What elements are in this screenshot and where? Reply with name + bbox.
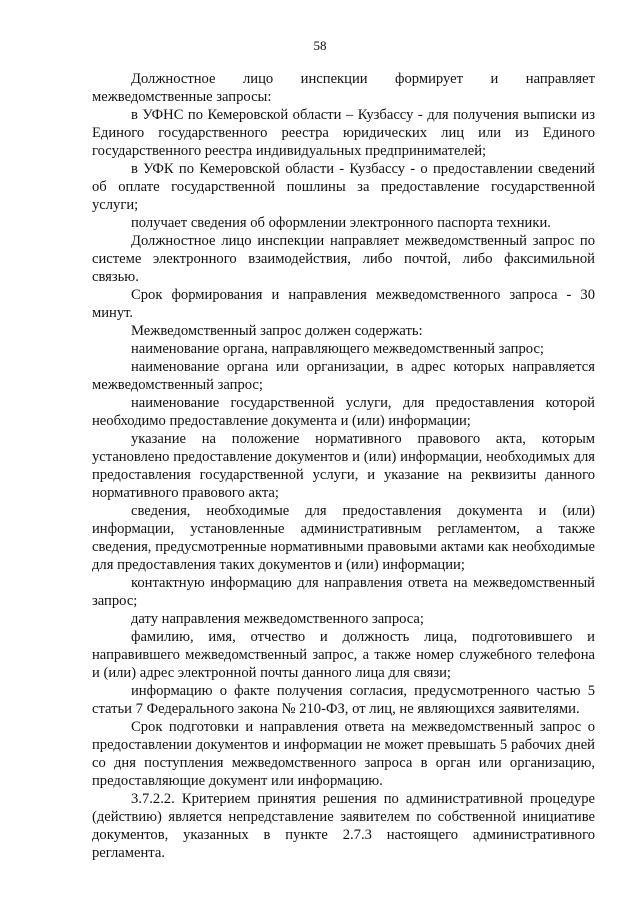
list-item-legal-act: указание на положение нормативного правового акта, которым установлено предоставление документов и (или) информации, необходимых для предоставления государственной услуги, и указание на реквизиты данного нормативного правового акта; <box>92 431 595 501</box>
paragraph-request-channels: Должностное лицо инспекции направляет межведомственный запрос по системе электронного взаимодействия, либо почтой, либо факсимильной связью. <box>92 233 595 285</box>
paragraph-response-deadline: Срок подготовки и направления ответа на межведомственный запрос о предоставлении документов и информации не может превышать 5 рабочих дней со дня поступления межведомственного запроса в орган или организацию, предоставляющие документ или информацию. <box>92 719 595 789</box>
list-item-service-name: наименование государственной услуги, для предоставления которой необходимо предоставление документа и (или) информации; <box>92 395 595 429</box>
list-item-request-date: дату направления межведомственного запроса; <box>131 611 424 627</box>
paragraph-request-contents-intro: Межведомственный запрос должен содержать: <box>131 323 423 339</box>
paragraph-electronic-passport: получает сведения об оформлении электронного паспорта техники. <box>131 215 551 231</box>
paragraph-ufns-request: в УФНС по Кемеровской области – Кузбассу - для получения выписки из Единого государственного реестра юридических лиц или из Единого государственного реестра индивидуальных предпринимателей; <box>92 107 595 159</box>
list-item-contact-info: контактную информацию для направления ответа на межведомственный запрос; <box>92 575 595 609</box>
list-item-receiving-body: наименование органа или организации, в адрес которых направляется межведомственный запрос; <box>92 359 595 393</box>
paragraph-inspector-forms-requests: Должностное лицо инспекции формирует и направляет межведомственные запросы: <box>92 71 595 105</box>
paragraph-request-deadline: Срок формирования и направления межведомственного запроса - 30 минут. <box>92 287 595 321</box>
document-body <box>92 70 595 862</box>
list-item-sending-body: наименование органа, направляющего межведомственный запрос; <box>131 341 544 357</box>
paragraph-decision-criterion: 3.7.2.2. Критерием принятия решения по административной процедуре (действию) является непредставление заявителем по собственной инициативе документов, указанных в пункте 2.7.3 настоящего административного регламента. <box>92 791 595 861</box>
list-item-responsible-person: фамилию, имя, отчество и должность лица, подготовившего и направившего межведомственный запрос, а также номер служебного телефона и (или) адрес электронной почты данного лица для связи; <box>92 629 595 681</box>
page-number: 58 <box>313 38 327 53</box>
list-item-consent-info: информацию о факте получения согласия, предусмотренного частью 5 статьи 7 Федерального закона № 210-ФЗ, от лиц, не являющихся заявителями. <box>92 683 595 717</box>
list-item-required-info: сведения, необходимые для предоставления документа и (или) информации, установленные административным регламентом, а также сведения, предусмотренные нормативными правовыми актами как необходимые для предоставления таких документов и (или) информации; <box>92 503 595 573</box>
paragraph-ufk-request: в УФК по Кемеровской области - Кузбассу - о предоставлении сведений об оплате государственной пошлины за предоставление государственной услуги; <box>92 161 595 213</box>
